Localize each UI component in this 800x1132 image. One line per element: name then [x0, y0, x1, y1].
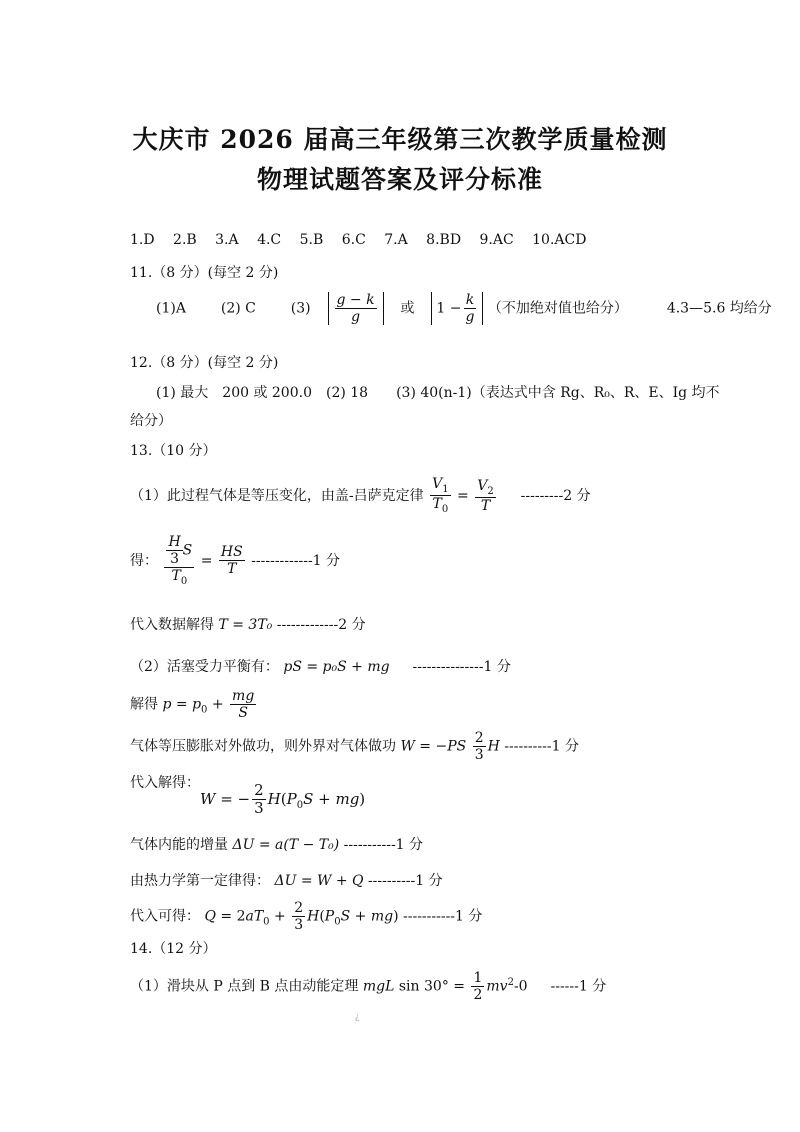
page-subtitle: 物理试题答案及评分标准: [256, 165, 543, 194]
q11-formula-a: $\frac{g - k}{g}$: [328, 292, 384, 325]
q13-step-9: 由热力学第一定律得： ΔU = W + Q ----------1 分: [130, 873, 443, 889]
q11-formula-b: 1 − $\frac{k}{g}$: [431, 292, 483, 325]
mc-answer: 9.AC: [479, 232, 514, 248]
q11-header: 11.（8 分）(每空 2 分): [130, 265, 279, 281]
mc-answer: 3.A: [215, 232, 239, 248]
q13-step-7-label: 代入解得：: [130, 775, 200, 791]
mc-answer: 1.D: [130, 232, 155, 248]
q13-step-2: 得： $\frac{H}{3}$ S $T_0$ = $\frac{HS}{T}$ -------------1 分: [130, 534, 341, 587]
q11-answer-2: (2) C: [220, 300, 256, 317]
q14-step-1: （1）滑块从 P 点到 B 点由动能定理 mgL sin 30° = $\frac{1}{2}$ $mv^2-0$ ------1 分: [130, 970, 607, 1004]
q13-step-10: 代入可得： $Q = 2aT_0$ + $\frac{2}{3}$ $H(P_0S + mg)$ -----------1 分: [130, 900, 483, 934]
page-title: 大庆市 2026 届高三年级第三次教学质量检测: [132, 125, 668, 154]
mc-answer: 6.C: [341, 232, 366, 248]
mc-answer: 8.BD: [426, 232, 462, 248]
scan-artifact: ¿: [355, 1012, 360, 1021]
q13-step-1: （1）此过程气体是等压变化，由盖-吕萨克定律 $\frac{V_1}{T_0}$ = $\frac{V_2}{T}$ ---------2 分: [130, 476, 591, 516]
mc-answer-row: [130, 232, 600, 248]
mc-answer: 4.C: [257, 232, 282, 248]
q12-line1: (1) 最大 200 或 200.0 (2) 18 (3) 40(n-1)（表达式中含 Rg、R₀、R、E、Ig 均不: [156, 385, 720, 401]
q13-step-5: 解得 $p = p_0$ + $\frac{mg}{S}$: [130, 688, 255, 722]
q11-answer-3-label: (3): [290, 300, 311, 317]
q11-range: 4.3—5.6 均给分: [666, 300, 772, 317]
q13-step-6: 气体等压膨胀对外做功，则外界对气体做功 W = −PS $\frac{2}{3}$ H ----------1 分: [130, 730, 579, 764]
mc-answer: 7.A: [384, 232, 408, 248]
q12-line2: 给分）: [130, 413, 172, 429]
q11-answer-1: (1)A: [156, 300, 186, 317]
q13-step-4: （2）活塞受力平衡有： pS = p₀S + mg ---------------1 分: [130, 659, 511, 675]
q11-or: 或: [400, 300, 415, 317]
mc-answer: 2.B: [173, 232, 197, 248]
q13-step-8: 气体内能的增量 ΔU = a(T − T₀) -----------1 分: [130, 837, 424, 853]
q13-header: 13.（10 分）: [130, 443, 217, 459]
q13-step-3: 代入数据解得 T = 3T₀ -------------2 分: [130, 617, 366, 633]
q11-answers: [156, 292, 772, 325]
q11-note: （不加绝对值也给分）: [487, 300, 628, 317]
q13-step-7-eq: W = − $\frac{2}{3}$ $H(P_0S + mg)$: [200, 781, 366, 818]
mc-answer: 5.B: [299, 232, 324, 248]
q14-header: 14.（12 分）: [130, 941, 217, 957]
q12-header: 12.（8 分）(每空 2 分): [130, 355, 279, 371]
mc-answer: 10.ACD: [532, 232, 587, 248]
